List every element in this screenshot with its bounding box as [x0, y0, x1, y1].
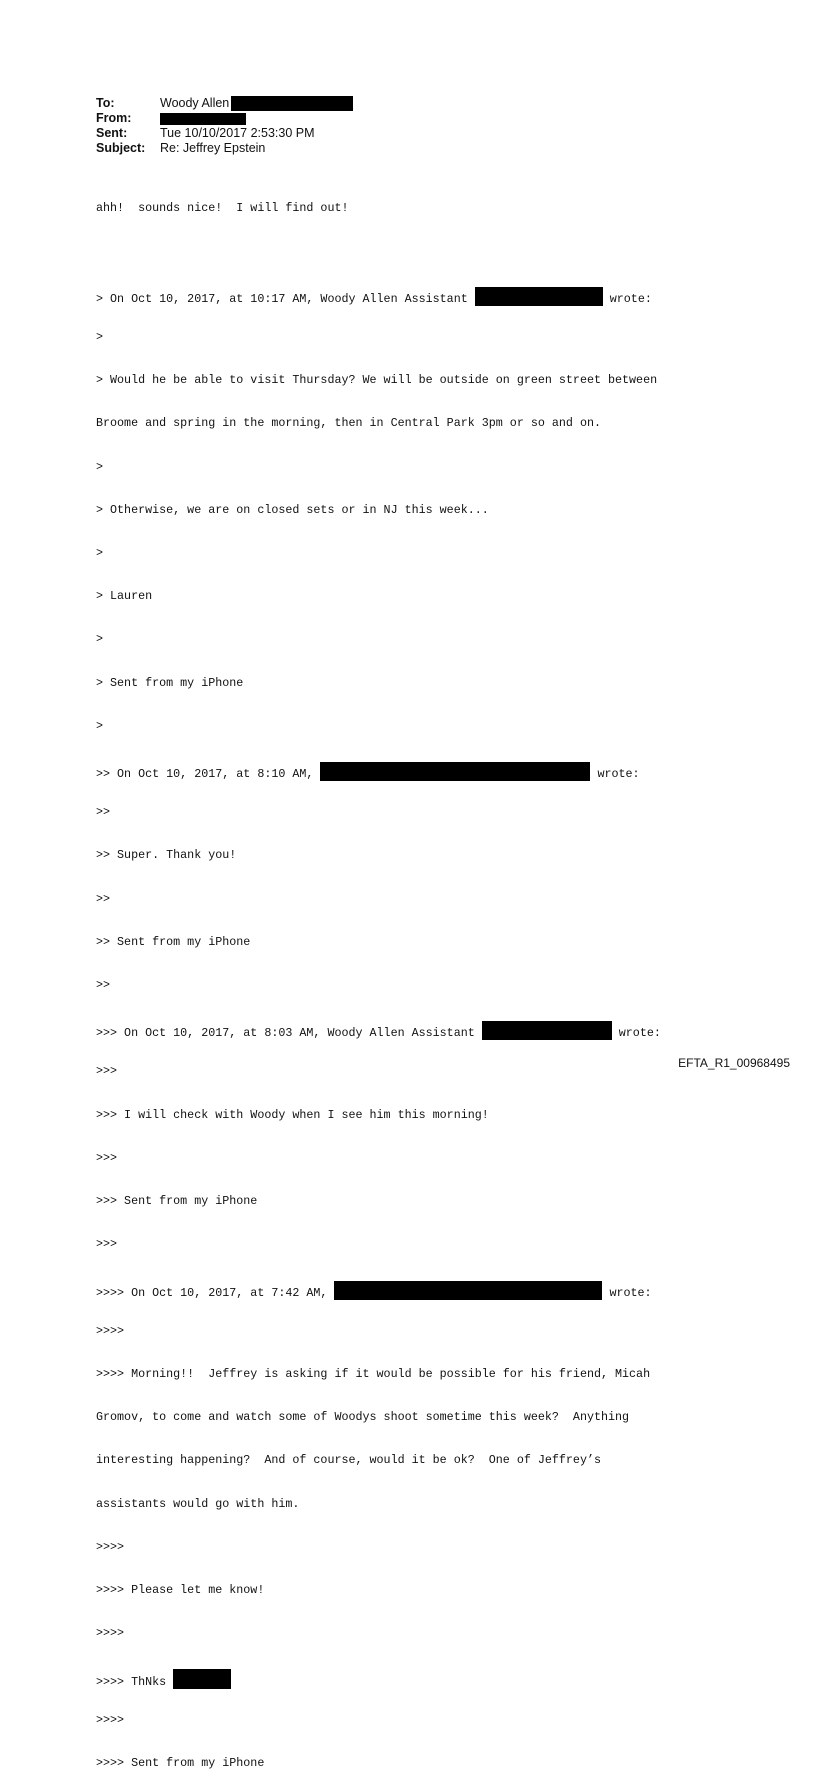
to-label: To:: [96, 96, 115, 110]
body-line: >>: [96, 805, 111, 820]
to-value: Woody Allen: [160, 96, 230, 110]
body-line: >>>>: [96, 1323, 125, 1338]
from-row: [96, 111, 736, 126]
body-line: >>> Sent from my iPhone: [96, 1194, 258, 1209]
body-line: Broome and spring in the morning, then in Central Park 3pm or so and on.: [96, 416, 601, 431]
subject-label: Subject:: [96, 141, 146, 155]
body-line: >> Sent from my iPhone: [96, 934, 251, 949]
body-line: > Lauren: [96, 589, 153, 604]
quote-header-line: >>> On Oct 10, 2017, at 8:03 AM, Woody Allen Assistant wrote:: [96, 1021, 736, 1035]
subject-row: [96, 141, 736, 156]
body-line: >>>>: [96, 1539, 125, 1554]
body-line: >> Super. Thank you!: [96, 848, 237, 863]
body-line: > Otherwise, we are on closed sets or in NJ this week...: [96, 502, 489, 517]
body-line: >>>: [96, 1150, 118, 1165]
signature-line: >>>> ThNks: [96, 1669, 736, 1683]
body-line: >>>: [96, 1064, 118, 1079]
redaction-bar: [173, 1669, 231, 1689]
body-line: Gromov, to come and watch some of Woodys shoot sometime this week? Anything: [96, 1410, 630, 1425]
body-line: >>: [96, 891, 111, 906]
redaction-bar: [475, 287, 603, 306]
quote-header-line: >>>> On Oct 10, 2017, at 7:42 AM, wrote:: [96, 1281, 736, 1295]
from-label: From:: [96, 111, 132, 125]
body-line: >>>>: [96, 1712, 125, 1727]
redaction-bar: [482, 1021, 612, 1040]
email-body: [96, 172, 736, 1785]
body-line: >>: [96, 978, 111, 993]
sent-value: Tue 10/10/2017 2:53:30 PM: [160, 126, 315, 140]
to-row: [96, 96, 736, 111]
document-id: EFTA_R1_00968495: [678, 1056, 790, 1070]
body-line: > Would he be able to visit Thursday? We will be outside on green street between: [96, 373, 658, 388]
body-line: >: [96, 330, 104, 345]
redaction-bar: [320, 762, 590, 781]
body-line: ahh! sounds nice! I will find out!: [96, 200, 349, 215]
redaction-bar: [231, 96, 353, 111]
body-line: assistants would go with him.: [96, 1496, 300, 1511]
quote-header-line: > On Oct 10, 2017, at 10:17 AM, Woody Allen Assistant wrote:: [96, 287, 736, 301]
body-line: >: [96, 632, 104, 647]
body-line: >: [96, 718, 104, 733]
redaction-bar: [160, 113, 246, 125]
redaction-bar: [334, 1281, 602, 1300]
body-line: >>>> Morning!! Jeffrey is asking if it would be possible for his friend, Micah: [96, 1366, 651, 1381]
body-line: >>>> Sent from my iPhone: [96, 1755, 265, 1770]
body-line: >>> I will check with Woody when I see him this morning!: [96, 1107, 489, 1122]
email-header: [96, 96, 736, 156]
sent-label: Sent:: [96, 126, 128, 140]
body-line: >: [96, 459, 104, 474]
quote-header-line: >> On Oct 10, 2017, at 8:10 AM, wrote:: [96, 762, 736, 776]
subject-value: Re: Jeffrey Epstein: [160, 141, 266, 155]
body-line: >>>: [96, 1237, 118, 1252]
body-line: > Sent from my iPhone: [96, 675, 244, 690]
body-line: >>>> Please let me know!: [96, 1582, 265, 1597]
body-line: interesting happening? And of course, would it be ok? One of Jeffrey’s: [96, 1453, 601, 1468]
body-line: >>>>: [96, 1626, 125, 1641]
sent-row: [96, 126, 736, 141]
body-line: >: [96, 546, 104, 561]
